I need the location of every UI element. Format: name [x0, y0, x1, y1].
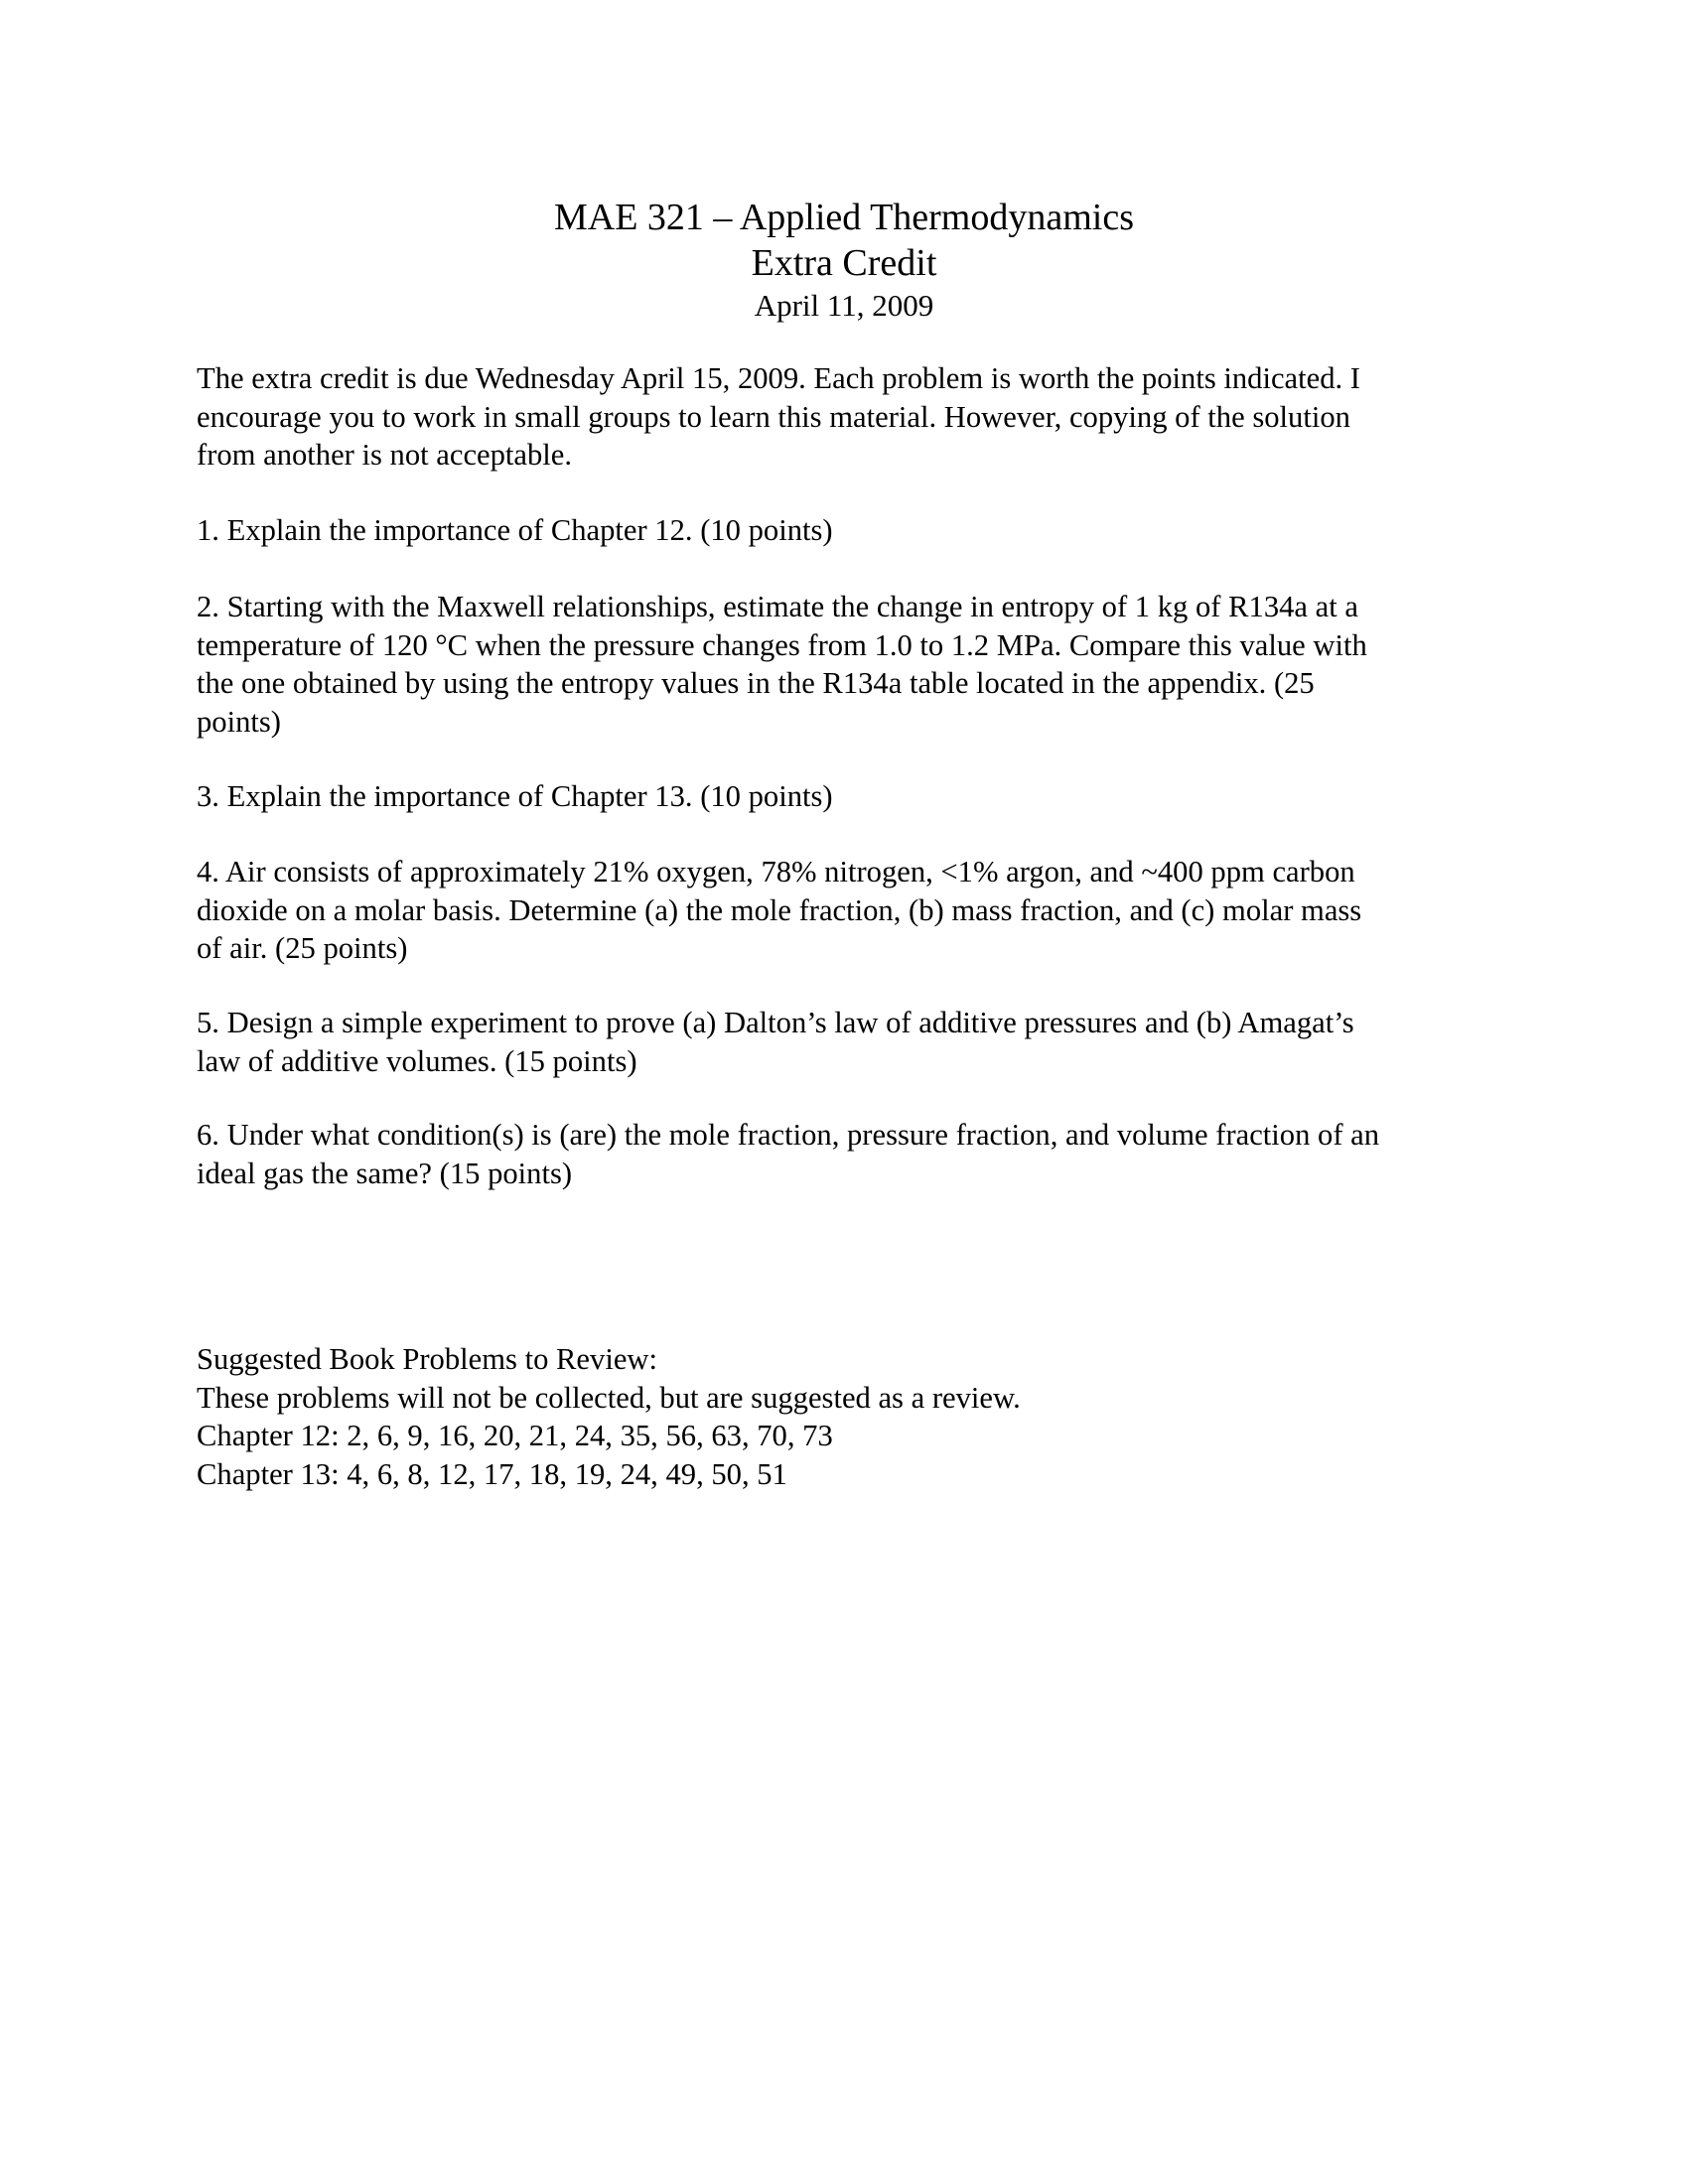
problem-text: the one obtained by using the entropy values in the R134a table located in the appendix. (25 [197, 666, 1315, 700]
problem-text: 2. Starting with the Maxwell relationships, estimate the change in entropy of 1 kg of R134a at a [197, 590, 1358, 623]
problem-text: 4. Air consists of approximately 21% oxygen, 78% nitrogen, <1% argon, and ~400 ppm carbon [197, 855, 1355, 888]
chapter-13-problems: Chapter 13: 4, 6, 8, 12, 17, 18, 19, 24, 49, 50, 51 [197, 1456, 787, 1491]
problem-text: ideal gas the same? (15 points) [197, 1156, 573, 1190]
intro-line: encourage you to work in small groups to learn this material. However, copying of the solution [197, 399, 1350, 434]
intro-paragraph [197, 359, 1487, 475]
suggested-problems [197, 1340, 1487, 1493]
problem-2 [197, 588, 1487, 741]
problem-5 [197, 1004, 1487, 1080]
intro-line: The extra credit is due Wednesday April 15, 2009. Each problem is worth the points indicated. I [197, 361, 1360, 395]
problem-text: points) [197, 704, 281, 739]
problem-text: of air. (25 points) [197, 931, 408, 965]
problem-text: 6. Under what condition(s) is (are) the mole fraction, pressure fraction, and volume fraction of an [197, 1118, 1380, 1152]
assignment-title: Extra Credit [751, 242, 937, 284]
assignment-date: April 11, 2009 [754, 288, 934, 323]
problem-1 [197, 511, 1487, 550]
problem-text: 3. Explain the importance of Chapter 13. (10 points) [197, 779, 833, 813]
course-title: MAE 321 – Applied Thermodynamics [553, 197, 1134, 238]
problem-text: law of additive volumes. (15 points) [197, 1043, 637, 1078]
problem-4 [197, 853, 1487, 968]
problem-text: temperature of 120 °C when the pressure changes from 1.0 to 1.2 MPa. Compare this value with [197, 627, 1367, 662]
problem-text: 1. Explain the importance of Chapter 12. (10 points) [197, 513, 833, 547]
problem-3 [197, 777, 1487, 816]
suggested-heading: Suggested Book Problems to Review: [197, 1342, 657, 1376]
suggested-note: These problems will not be collected, but are suggested as a review. [197, 1380, 1021, 1415]
problem-text: 5. Design a simple experiment to prove (a) Dalton’s law of additive pressures and (b) Amagat’s [197, 1006, 1354, 1039]
problem-text: dioxide on a molar basis. Determine (a) the mole fraction, (b) mass fraction, and (c) molar mass [197, 892, 1362, 927]
chapter-12-problems: Chapter 12: 2, 6, 9, 16, 20, 21, 24, 35, 56, 63, 70, 73 [197, 1419, 833, 1452]
intro-line: from another is not acceptable. [197, 438, 573, 472]
problem-6 [197, 1116, 1487, 1192]
document-header [0, 195, 1688, 326]
